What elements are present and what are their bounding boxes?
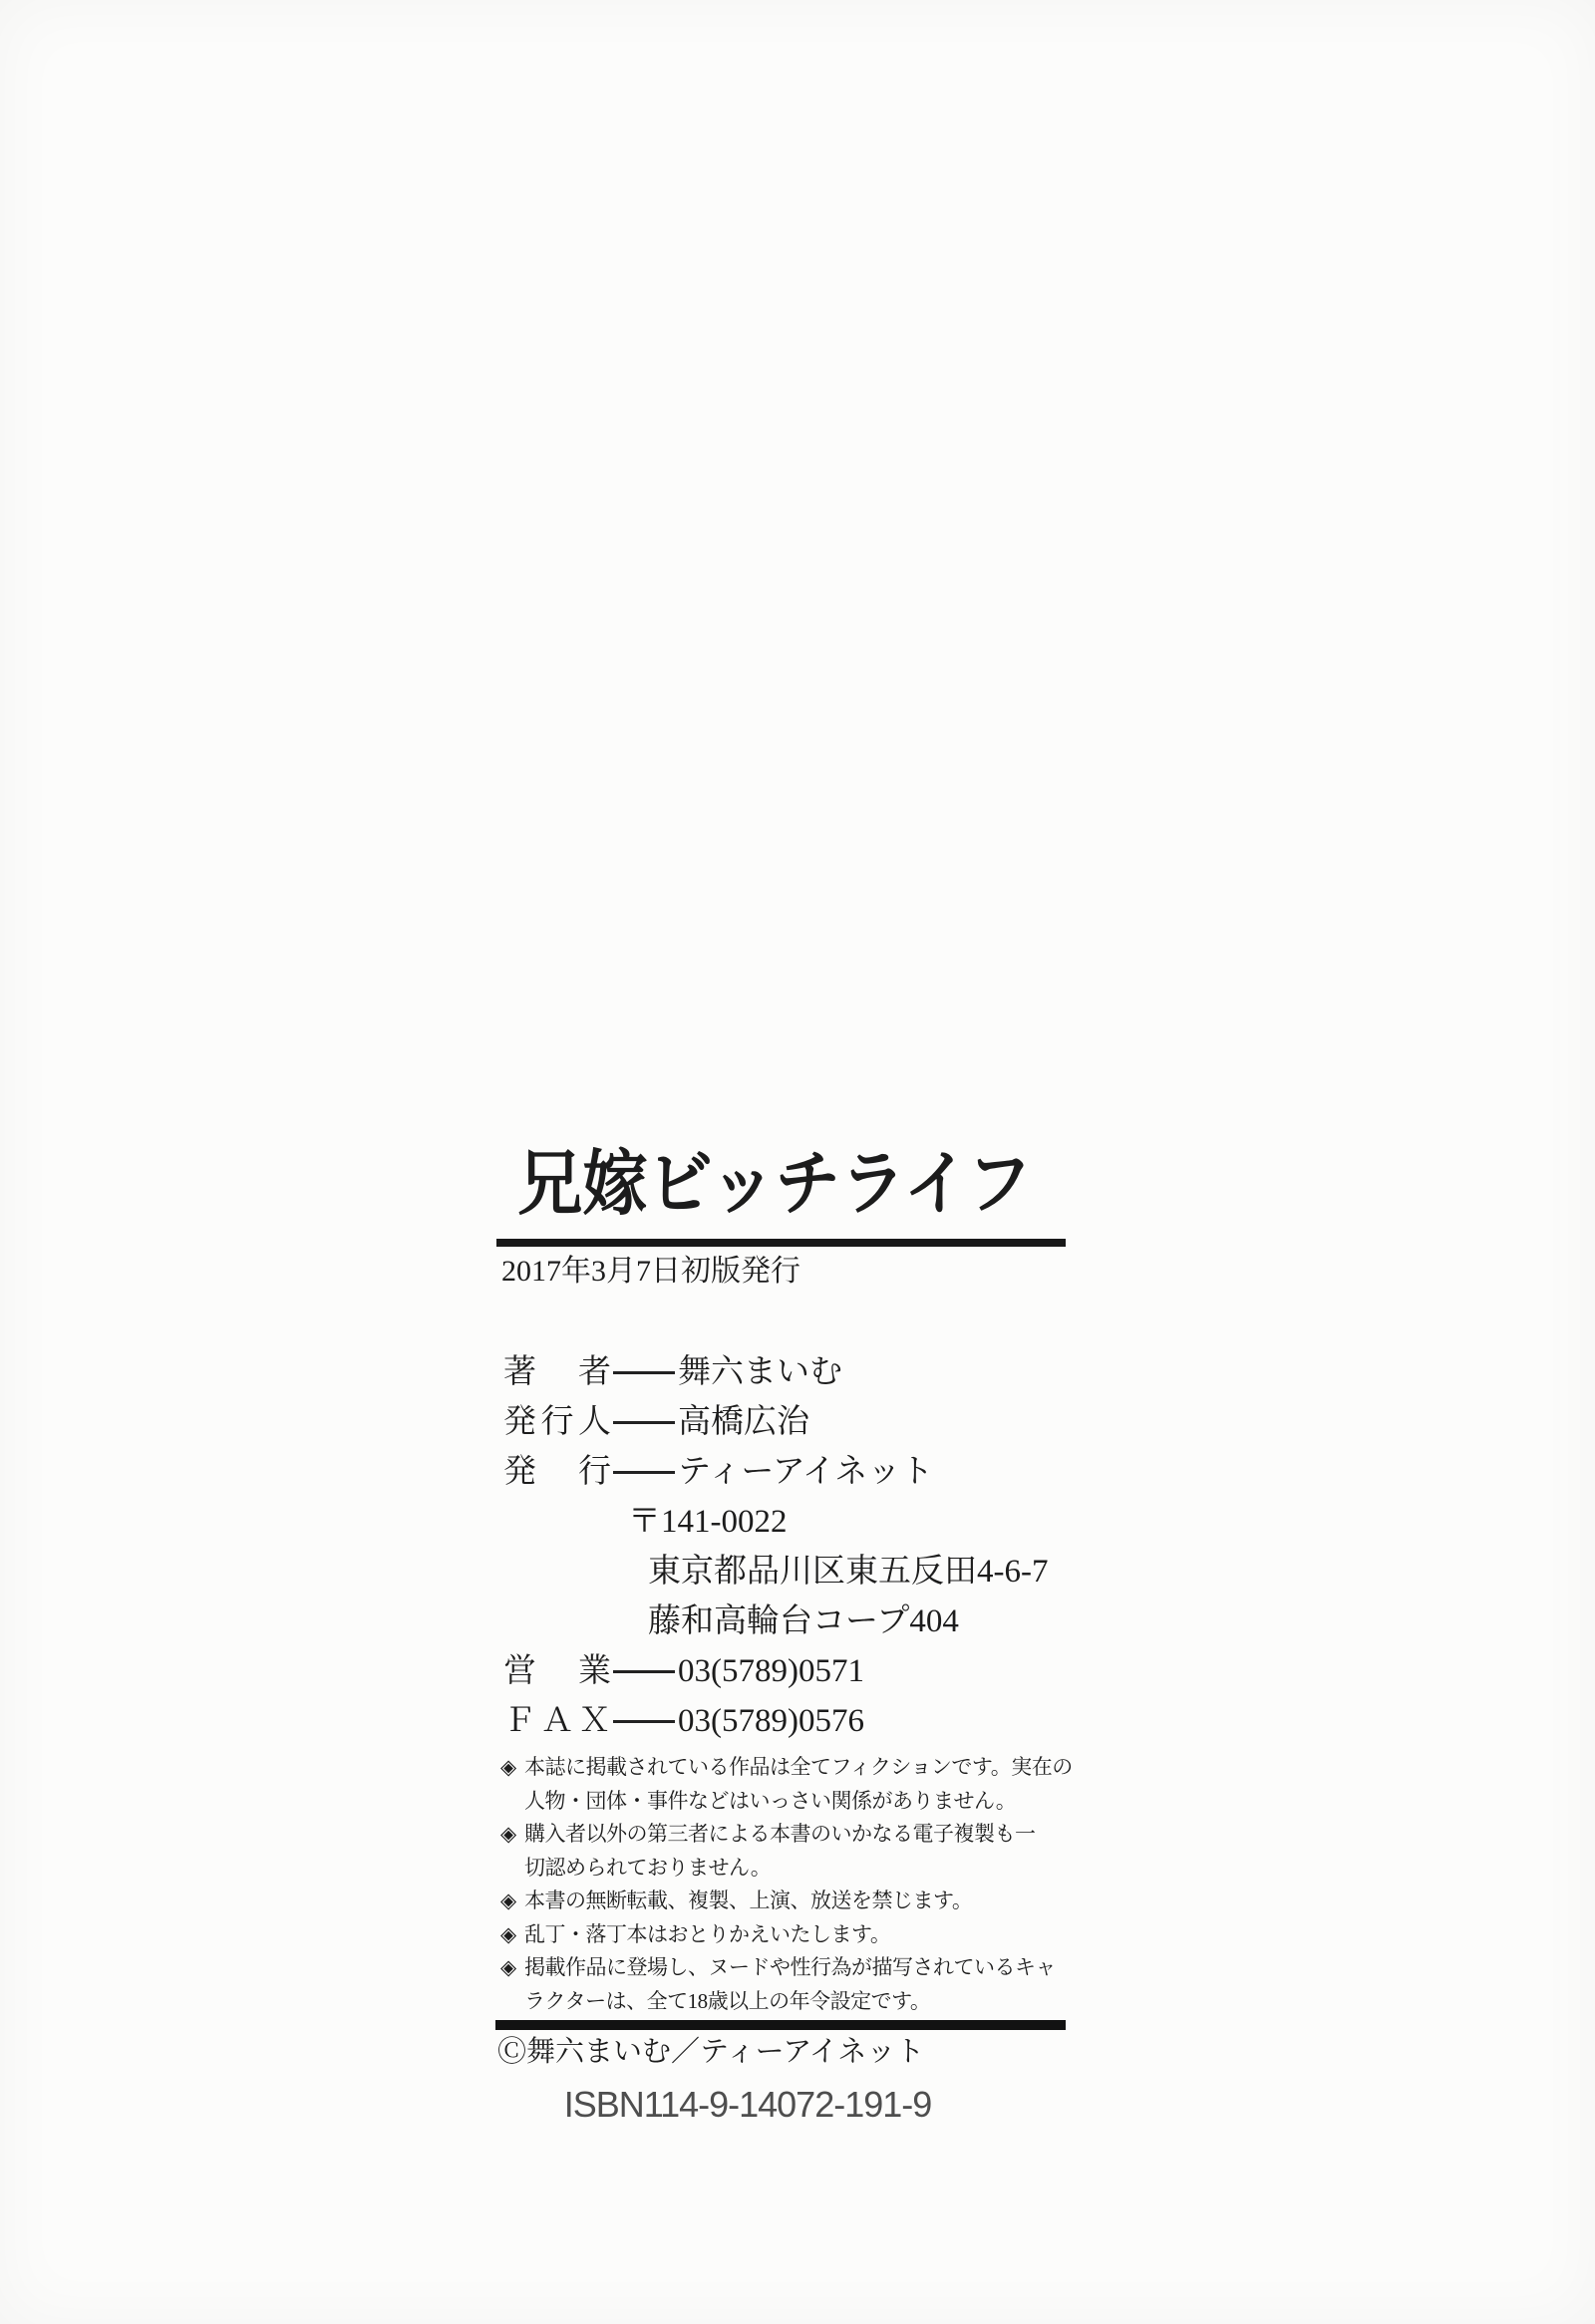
notice-text: 本書の無断転載、複製、上演、放送を禁じます。 [524, 1888, 973, 1912]
publisher-postal-code: 〒141-0022 [628, 1503, 788, 1540]
notice-line [500, 1785, 1158, 1819]
credit-row [503, 1447, 1141, 1497]
contact-label-fax: ＦＡＸ [503, 1702, 611, 1739]
credit-row [503, 1397, 1141, 1447]
book-title: 兄嫁ビッチライフ [517, 1146, 1033, 1224]
notice-text: 人物・団体・事件などはいっさい関係がありません。 [524, 1788, 1017, 1813]
publisher-address-line1: 東京都品川区東五反田4-6-7 [648, 1553, 1049, 1590]
notice-line [500, 1885, 1158, 1918]
bullet-indent [500, 1852, 524, 1886]
diamond-bullet-icon: ◈ [500, 1888, 517, 1912]
credit-label-publisher: 発行 [503, 1453, 611, 1490]
bullet-indent [500, 1785, 524, 1819]
publisher-block [503, 1347, 1141, 1746]
publisher-address-line2: 藤和高輪台コープ404 [648, 1602, 959, 1639]
credit-label-publisher-person: 発行人 [503, 1403, 611, 1440]
notice-text: 本誌に掲載されている作品は全てフィクションです。実在の [524, 1755, 1073, 1779]
separator-dash [613, 1471, 675, 1474]
notice-text: 購入者以外の第三者による本書のいかなる電子複製も一 [524, 1822, 1036, 1846]
diamond-bullet-icon: ◈ [500, 1755, 517, 1779]
separator-dash [613, 1670, 675, 1673]
footer-divider [495, 2020, 1066, 2030]
isbn-number: ISBN114-9-14072-191-9 [563, 2084, 932, 2125]
notice-text: ラクターは、全て18歳以上の年令設定です。 [524, 1988, 931, 2013]
credit-label-author: 著者 [503, 1353, 611, 1390]
contact-label-sales: 営業 [503, 1652, 611, 1689]
contact-value-fax-number: 03(5789)0576 [678, 1702, 864, 1739]
credit-value-publisher: ティーアイネット [678, 1453, 934, 1490]
diamond-bullet-icon: ◈ [500, 1822, 517, 1846]
notice-line [500, 1751, 1158, 1785]
diamond-bullet-icon: ◈ [500, 1921, 517, 1946]
address-row [503, 1597, 1141, 1646]
notice-text: 掲載作品に登場し、ヌードや性行為が描写されているキャ [524, 1955, 1056, 1979]
notice-line [500, 1951, 1158, 1985]
title-underline [496, 1239, 1066, 1247]
credit-row [503, 1347, 1141, 1397]
legal-notices [500, 1751, 1158, 2018]
separator-dash [613, 1720, 675, 1723]
notice-line [500, 1852, 1158, 1886]
copyright-line: Ⓒ舞六まいむ／ティーアイネット [497, 2036, 925, 2068]
contact-value-sales-phone: 03(5789)0571 [678, 1652, 864, 1689]
contact-row [503, 1646, 1141, 1696]
notice-text: 乱丁・落丁本はおとりかえいたします。 [524, 1921, 891, 1946]
notice-line [500, 1918, 1158, 1952]
separator-dash [613, 1421, 675, 1424]
credit-value-author: 舞六まいむ [678, 1353, 842, 1390]
diamond-bullet-icon: ◈ [500, 1955, 517, 1979]
bullet-indent [500, 1985, 524, 2019]
address-row [503, 1497, 1141, 1547]
address-row [503, 1547, 1141, 1597]
notice-text: 切認められておりません。 [524, 1855, 772, 1880]
notice-line [500, 1818, 1158, 1852]
edition-date: 2017年3月7日初版発行 [501, 1255, 800, 1288]
separator-dash [613, 1371, 675, 1374]
notice-line [500, 1985, 1158, 2019]
credit-value-publisher-person: 高橋広治 [678, 1403, 809, 1440]
contact-row [503, 1696, 1141, 1746]
